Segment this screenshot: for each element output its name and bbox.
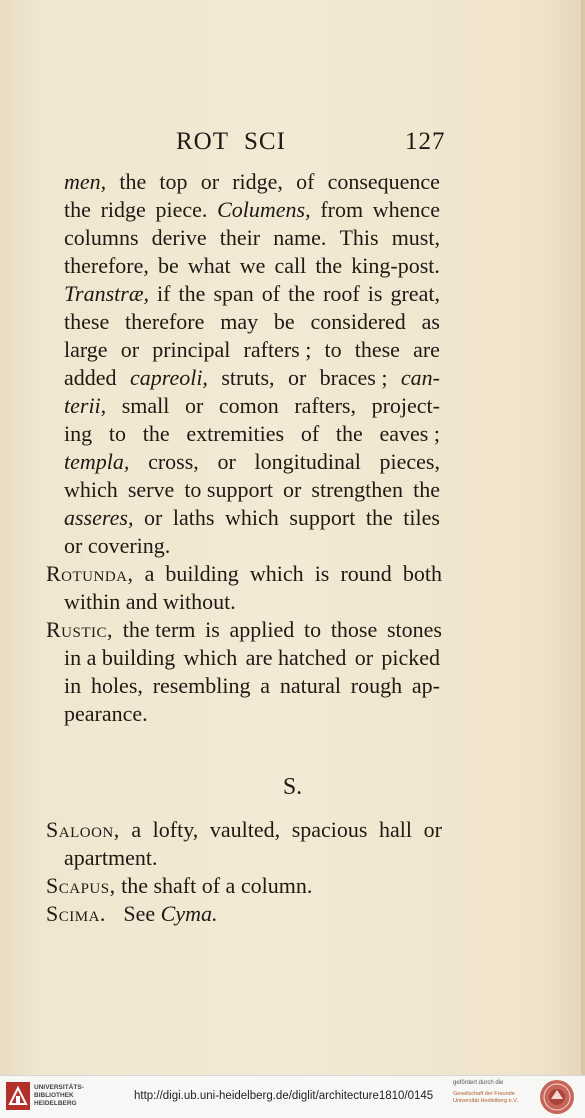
text-line: apartment. [64, 845, 158, 870]
glossary-entry-saloon: Saloon, a lofty, vaulted, spacious hall or [46, 817, 442, 842]
permalink-url[interactable]: http://digi.ub.uni-heidelberg.de/diglit/architecture1810/0145 [134, 1090, 434, 1102]
text-line: which serve to support or strengthen the [64, 477, 440, 502]
text-line: ing to the extremities of the eaves ; [64, 421, 440, 446]
glossary-entry-scima: Scima. See Cyma. [46, 901, 218, 926]
funded-by-label: gefördert durch die [453, 1080, 504, 1086]
glossary-entry-scapus [46, 872, 312, 900]
page-number: 127 [405, 128, 446, 155]
entry-term: Saloon, [46, 817, 120, 842]
text-line: men, the top or ridge, of consequence [64, 169, 440, 194]
glossary-entry-rotunda: Rotunda, a building which is round both [46, 561, 442, 586]
text-line: added capreoli, struts, or braces ; can- [64, 365, 440, 390]
funder-name: Gesellschaft der Freunde Universität Heidelberg e.V. [453, 1091, 518, 1104]
text-line: therefore, be what we call the king-post. [64, 253, 440, 278]
cross-reference: Cyma. [160, 901, 218, 926]
text-line: or covering. [64, 533, 171, 558]
header-center-word: SCI [244, 128, 286, 155]
entry-term: Scapus, [46, 873, 116, 898]
text-line: in holes, resembling a natural rough ap- [64, 673, 440, 698]
glossary-entry-rustic: Rustic, the term is applied to those stones [46, 617, 442, 642]
text-line: asseres, or laths which support the tiles [64, 505, 440, 530]
section-heading-s: S. [282, 774, 303, 800]
text-line: terii, small or comon rafters, project- [64, 393, 440, 418]
library-name: UNIVERSITÄTS- BIBLIOTHEK HEIDELBERG [34, 1084, 84, 1107]
text-line: templa, cross, or longitudinal pieces, [64, 449, 440, 474]
text-line: columns derive their name. This must, [64, 225, 440, 250]
university-seal-icon [539, 1079, 575, 1115]
text-line: in a building which are hatched or picked [64, 645, 440, 670]
text-line: Transtræ, if the span of the roof is great, [64, 281, 440, 306]
running-header [0, 128, 585, 162]
entry-term: Rotunda, [46, 561, 134, 586]
entry-term: Scima. [46, 901, 106, 926]
header-left-word: ROT [176, 128, 229, 155]
entry-term: Rustic, [46, 617, 114, 642]
text-line: these therefore may be considered as [64, 309, 440, 334]
text-line: within and without. [64, 589, 236, 614]
digitization-footer [0, 1075, 585, 1118]
entry-definition: the shaft of a column. [121, 873, 313, 898]
text-line: large or principal rafters ; to these are [64, 337, 440, 362]
library-logo-icon [6, 1082, 30, 1110]
text-line: the ridge piece. Columens, from whence [64, 197, 440, 222]
text-line: pearance. [64, 701, 148, 726]
